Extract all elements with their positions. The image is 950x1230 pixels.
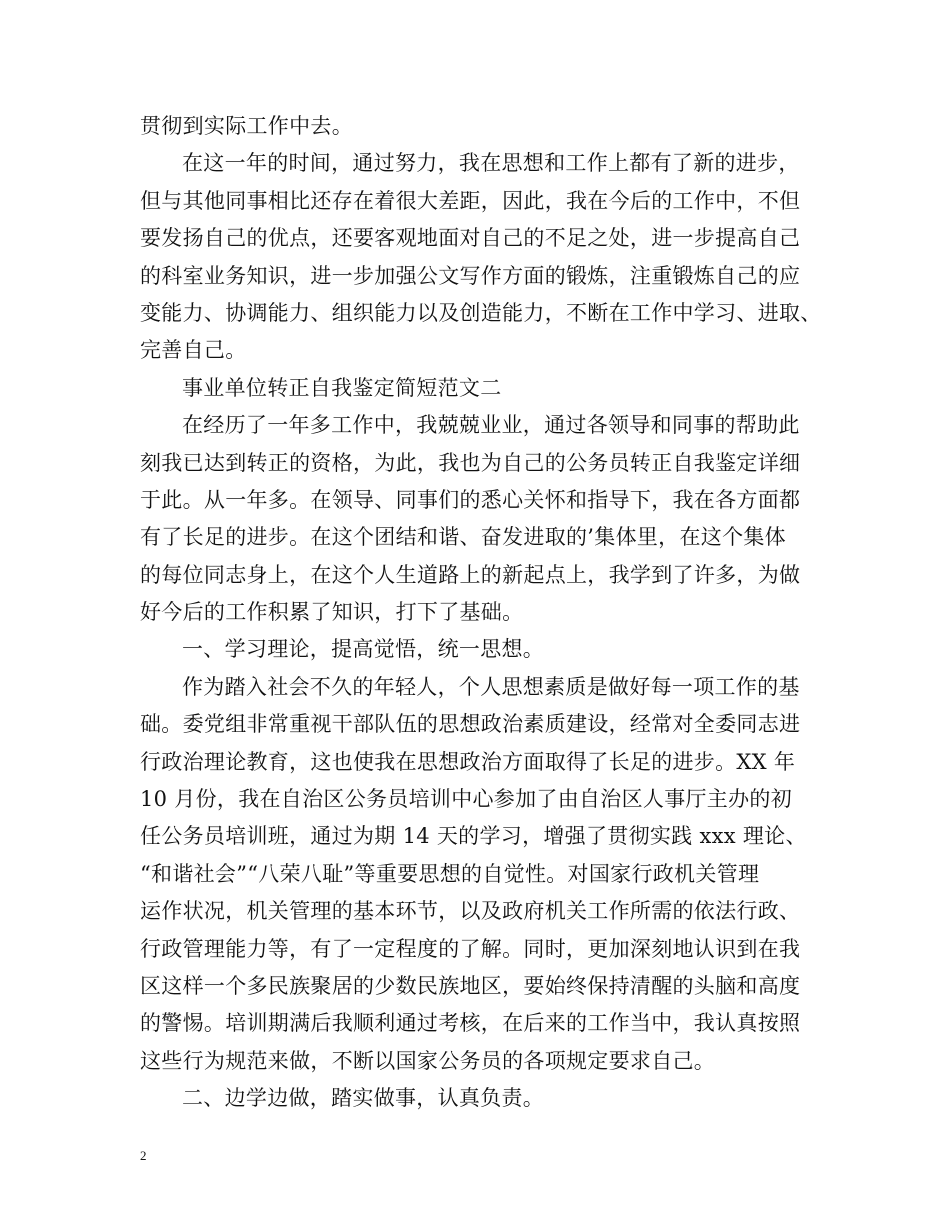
text-line: 的警惕。培训期满后我顺利通过考核，在后来的工作当中，我认真按照 (140, 1011, 801, 1036)
text-line: 好今后的工作积累了知识，打下了基础。 (140, 600, 524, 625)
text-line: 有了长足的进步。在这个团结和谐、奋发进取的’集体里，在这个集体 (140, 525, 786, 550)
text-line: 这些行为规范来做，不断以国家公务员的各项规定要求自己。 (140, 1048, 716, 1073)
text-line: “和谐社会”“八荣八耻”等重要思想的自觉性。对国家行政机关管理 (140, 861, 760, 886)
text-line: 的每位同志身上，在这个人生道路上的新起点上，我学到了许多，为做 (140, 562, 801, 587)
text-line: 础。委党组非常重视干部队伍的思想政治素质建设，经常对全委同志进 (140, 712, 801, 737)
document-body (140, 108, 830, 1118)
text-line: 行政治理论教育，这也使我在思想政治方面取得了长足的进步。XX 年 (140, 749, 796, 774)
text-line: 于此。从一年多。在领导、同事们的悉心关怀和指导下，我在各方面都 (140, 487, 801, 512)
text-line: 10 月份，我在自治区公务员培训中心参加了由自治区人事厅主办的初 (140, 787, 792, 812)
text-line: 区这样一个多民族聚居的少数民族地区，要始终保持清醒的头脑和高度 (140, 973, 801, 998)
section-heading: 事业单位转正自我鉴定简短范文二 (182, 375, 502, 400)
text-line: 但与其他同事相比还存在着很大差距，因此，我在今后的工作中，不但 (140, 188, 801, 213)
text-line: 运作状况，机关管理的基本环节，以及政府机关工作所需的依法行政、 (140, 899, 801, 924)
text-line: 在这一年的时间，通过努力，我在思想和工作上都有了新的进步， (182, 151, 800, 176)
section-heading: 二、边学边做，踏实做事，认真负责。 (182, 1086, 545, 1111)
text-line: 变能力、协调能力、组织能力以及创造能力，不断在工作中学习、进取、 (140, 300, 822, 325)
text-line: 要发扬自己的优点，还要客观地面对自己的不足之处，进一步提高自己 (140, 226, 801, 251)
text-line: 贯彻到实际工作中去。 (140, 114, 353, 138)
text-line: 刻我已达到转正的资格，为此，我也为自己的公务员转正自我鉴定详细 (140, 450, 801, 475)
text-line: 完善自己。 (140, 338, 247, 363)
page-number: 2 (140, 1148, 147, 1163)
text-line: 作为踏入社会不久的年轻人，个人思想素质是做好每一项工作的基 (182, 674, 800, 699)
text-line: 的科室业务知识，进一步加强公文写作方面的锻炼，注重锻炼自己的应 (140, 263, 801, 288)
section-heading: 一、学习理论，提高觉悟，统一思想。 (182, 637, 545, 662)
text-line: 在经历了一年多工作中，我兢兢业业，通过各领导和同事的帮助此 (182, 413, 800, 438)
text-line: 任公务员培训班，通过为期 14 天的学习，增强了贯彻实践 xxx 理论、 (140, 824, 807, 849)
text-line: 行政管理能力等，有了一定程度的了解。同时，更加深刻地认识到在我 (140, 936, 801, 961)
